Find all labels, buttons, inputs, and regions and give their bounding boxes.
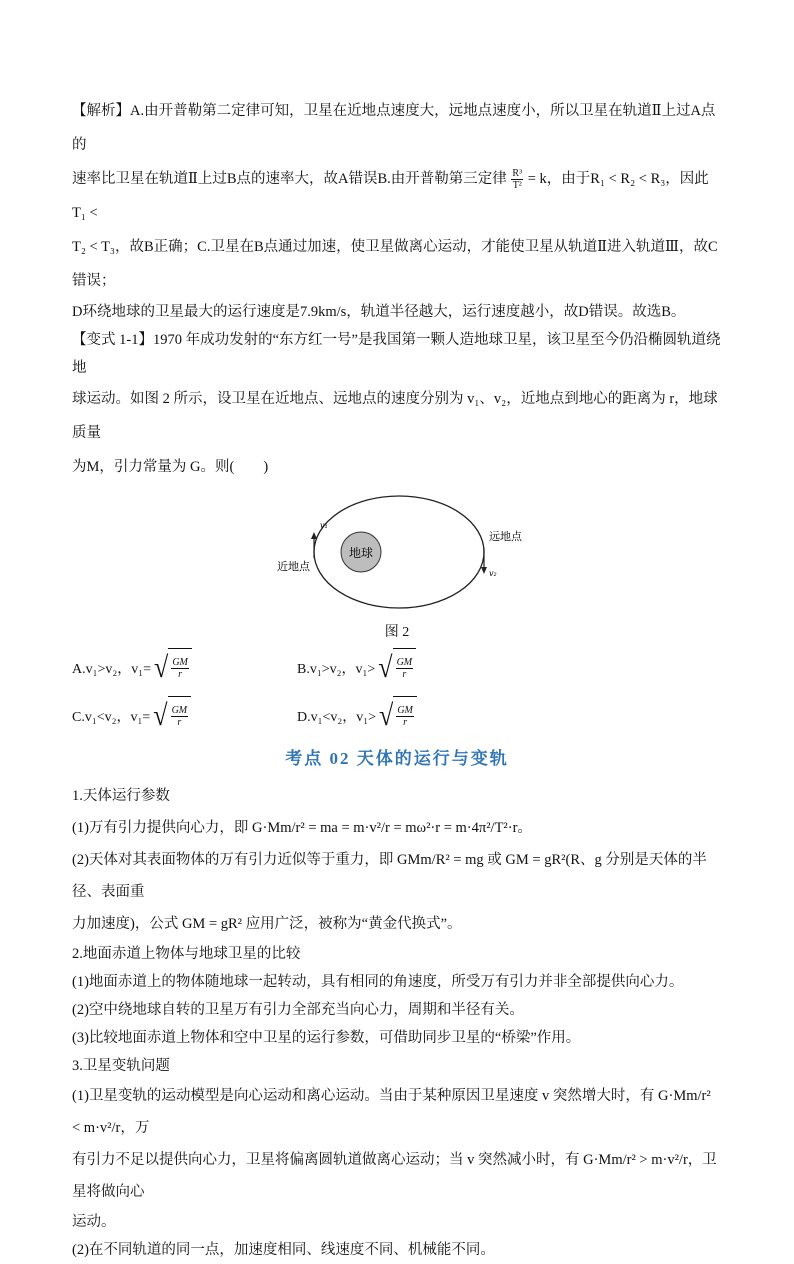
orbit-figure	[72, 492, 722, 622]
sqrt-gm-r: √ $\frac{GM}{r}$	[154, 648, 192, 688]
v1-label: v₁	[320, 521, 328, 530]
v2-label: v₂	[489, 569, 497, 578]
variant-line-1: 【变式 1-1】1970 年成功发射的“东方红一号”是我国第一颗人造地球卫星，该卫星至今仍沿椭圆轨道绕地	[72, 332, 721, 376]
option-b[interactable]: B.v₁>v₂，v₁> √ $\frac{GM}{r}$	[297, 648, 522, 688]
document-page	[72, 94, 722, 1264]
variant-line-3: 为M，引力常量为 G。则( )	[72, 459, 269, 475]
s1-paragraph-2b: 力加速度)，公式 GM = gR² 应用广泛，被称为“黄金代换式”。	[72, 916, 462, 932]
figure-caption: 图 2	[384, 625, 410, 640]
analysis-tag: 【解析】	[72, 103, 130, 119]
sqrt-gm-r: √ $\frac{GM}{r}$	[378, 648, 416, 688]
s2-title: 2.地面赤道上物体与地球卫星的比较	[72, 946, 301, 962]
s1-paragraph-2a: (2)天体对其表面物体的万有引力近似等于重力，即 GMm/R² = mg 或 GM = gR²(R、g 分别是天体的半径、表面重	[72, 852, 707, 900]
option-d[interactable]: D.v₁<v₂，v₁> √ $\frac{GM}{r}$	[297, 696, 522, 736]
perigee-label: 近地点	[277, 560, 310, 573]
analysis-line-4: 错误；	[72, 273, 116, 289]
orbit-ellipse	[314, 496, 484, 608]
analysis-line-1: 【解析】A.由开普勒第二定律可知，卫星在近地点速度大，远地点速度小，所以卫星在轨道Ⅱ上过A点的	[72, 103, 716, 153]
sqrt-gm-r: √ $\frac{GM}{r}$	[379, 696, 417, 736]
earth-label: 地球	[348, 546, 374, 560]
s2-paragraph-2: (2)空中绕地球自转的卫星万有引力全部充当向心力，周期和半径有关。	[72, 1002, 524, 1018]
s3-paragraph-1c: 运动。	[72, 1214, 116, 1230]
variant-line-2: 球运动。如图 2 所示，设卫星在近地点、远地点的速度分别为 v₁、v₂，近地点到地心的距离为 r，地球质量	[72, 391, 718, 441]
variant-tag: 【变式 1-1】	[72, 332, 153, 348]
options-row-1	[72, 644, 722, 692]
section-heading: 考点 02 天体的运行与变轨	[285, 749, 509, 768]
s3-title: 3.卫星变轨问题	[72, 1058, 170, 1074]
v2-arrowhead	[481, 567, 487, 574]
s3-paragraph-2: (2)在不同轨道的同一点，加速度相同、线速度不同、机械能不同。	[72, 1242, 495, 1258]
s1-title: 1.天体运行参数	[72, 788, 170, 804]
analysis-line-5: D环绕地球的卫星最大的运行速度是7.9km/s，轨道半径越大，运行速度越小，故D错误。故选B。	[72, 304, 686, 320]
option-c[interactable]: C.v₁<v₂，v₁= √ $\frac{GM}{r}$	[72, 696, 297, 736]
s2-paragraph-3: (3)比较地面赤道上物体和空中卫星的运行参数，可借助同步卫星的“桥梁”作用。	[72, 1030, 581, 1046]
s3-paragraph-1a: (1)卫星变轨的运动模型是向心运动和离心运动。当由于某种原因卫星速度 v 突然增大时，有 G·Mm/r² < m·v²/r，万	[72, 1088, 711, 1136]
analysis-line-2: 速率比卫星在轨道Ⅱ上过B点的速率大，故A错误B.由开普勒第三定律 $\frac{\text{R³}}{\text{T²}}$ = k，由于R₁ < R₂ < R₃，因此T₁ <	[72, 168, 709, 221]
s1-paragraph-1: (1)万有引力提供向心力，即 G·Mm/r² = ma = m·v²/r = mω²·r = m·4π²/T²·r。	[72, 820, 532, 836]
sqrt-gm-r: √ $\frac{GM}{r}$	[153, 696, 191, 736]
s2-paragraph-1: (1)地面赤道上的物体随地球一起转动，具有相同的角速度，所受万有引力并非全部提供向心力。	[72, 974, 684, 990]
option-a[interactable]: A.v₁>v₂，v₁= √ $\frac{GM}{r}$	[72, 648, 297, 688]
s3-paragraph-1b: 有引力不足以提供向心力，卫星将偏离圆轨道做离心运动；当 v 突然减小时，有 G·Mm/r² > m·v²/r，卫星将做向心	[72, 1152, 717, 1200]
apogee-label: 远地点	[489, 530, 522, 543]
v1-arrowhead	[311, 532, 317, 539]
kepler-fraction: $\frac{\text{R³}}{\text{T²}}$	[512, 168, 523, 192]
orbit-diagram	[72, 492, 722, 622]
analysis-line-3: T₂ < T₃，故B正确；C.卫星在B点通过加速，使卫星做离心运动，才能使卫星从轨道Ⅱ进入轨道Ⅲ，故C	[72, 239, 718, 255]
options-row-2	[72, 692, 722, 740]
